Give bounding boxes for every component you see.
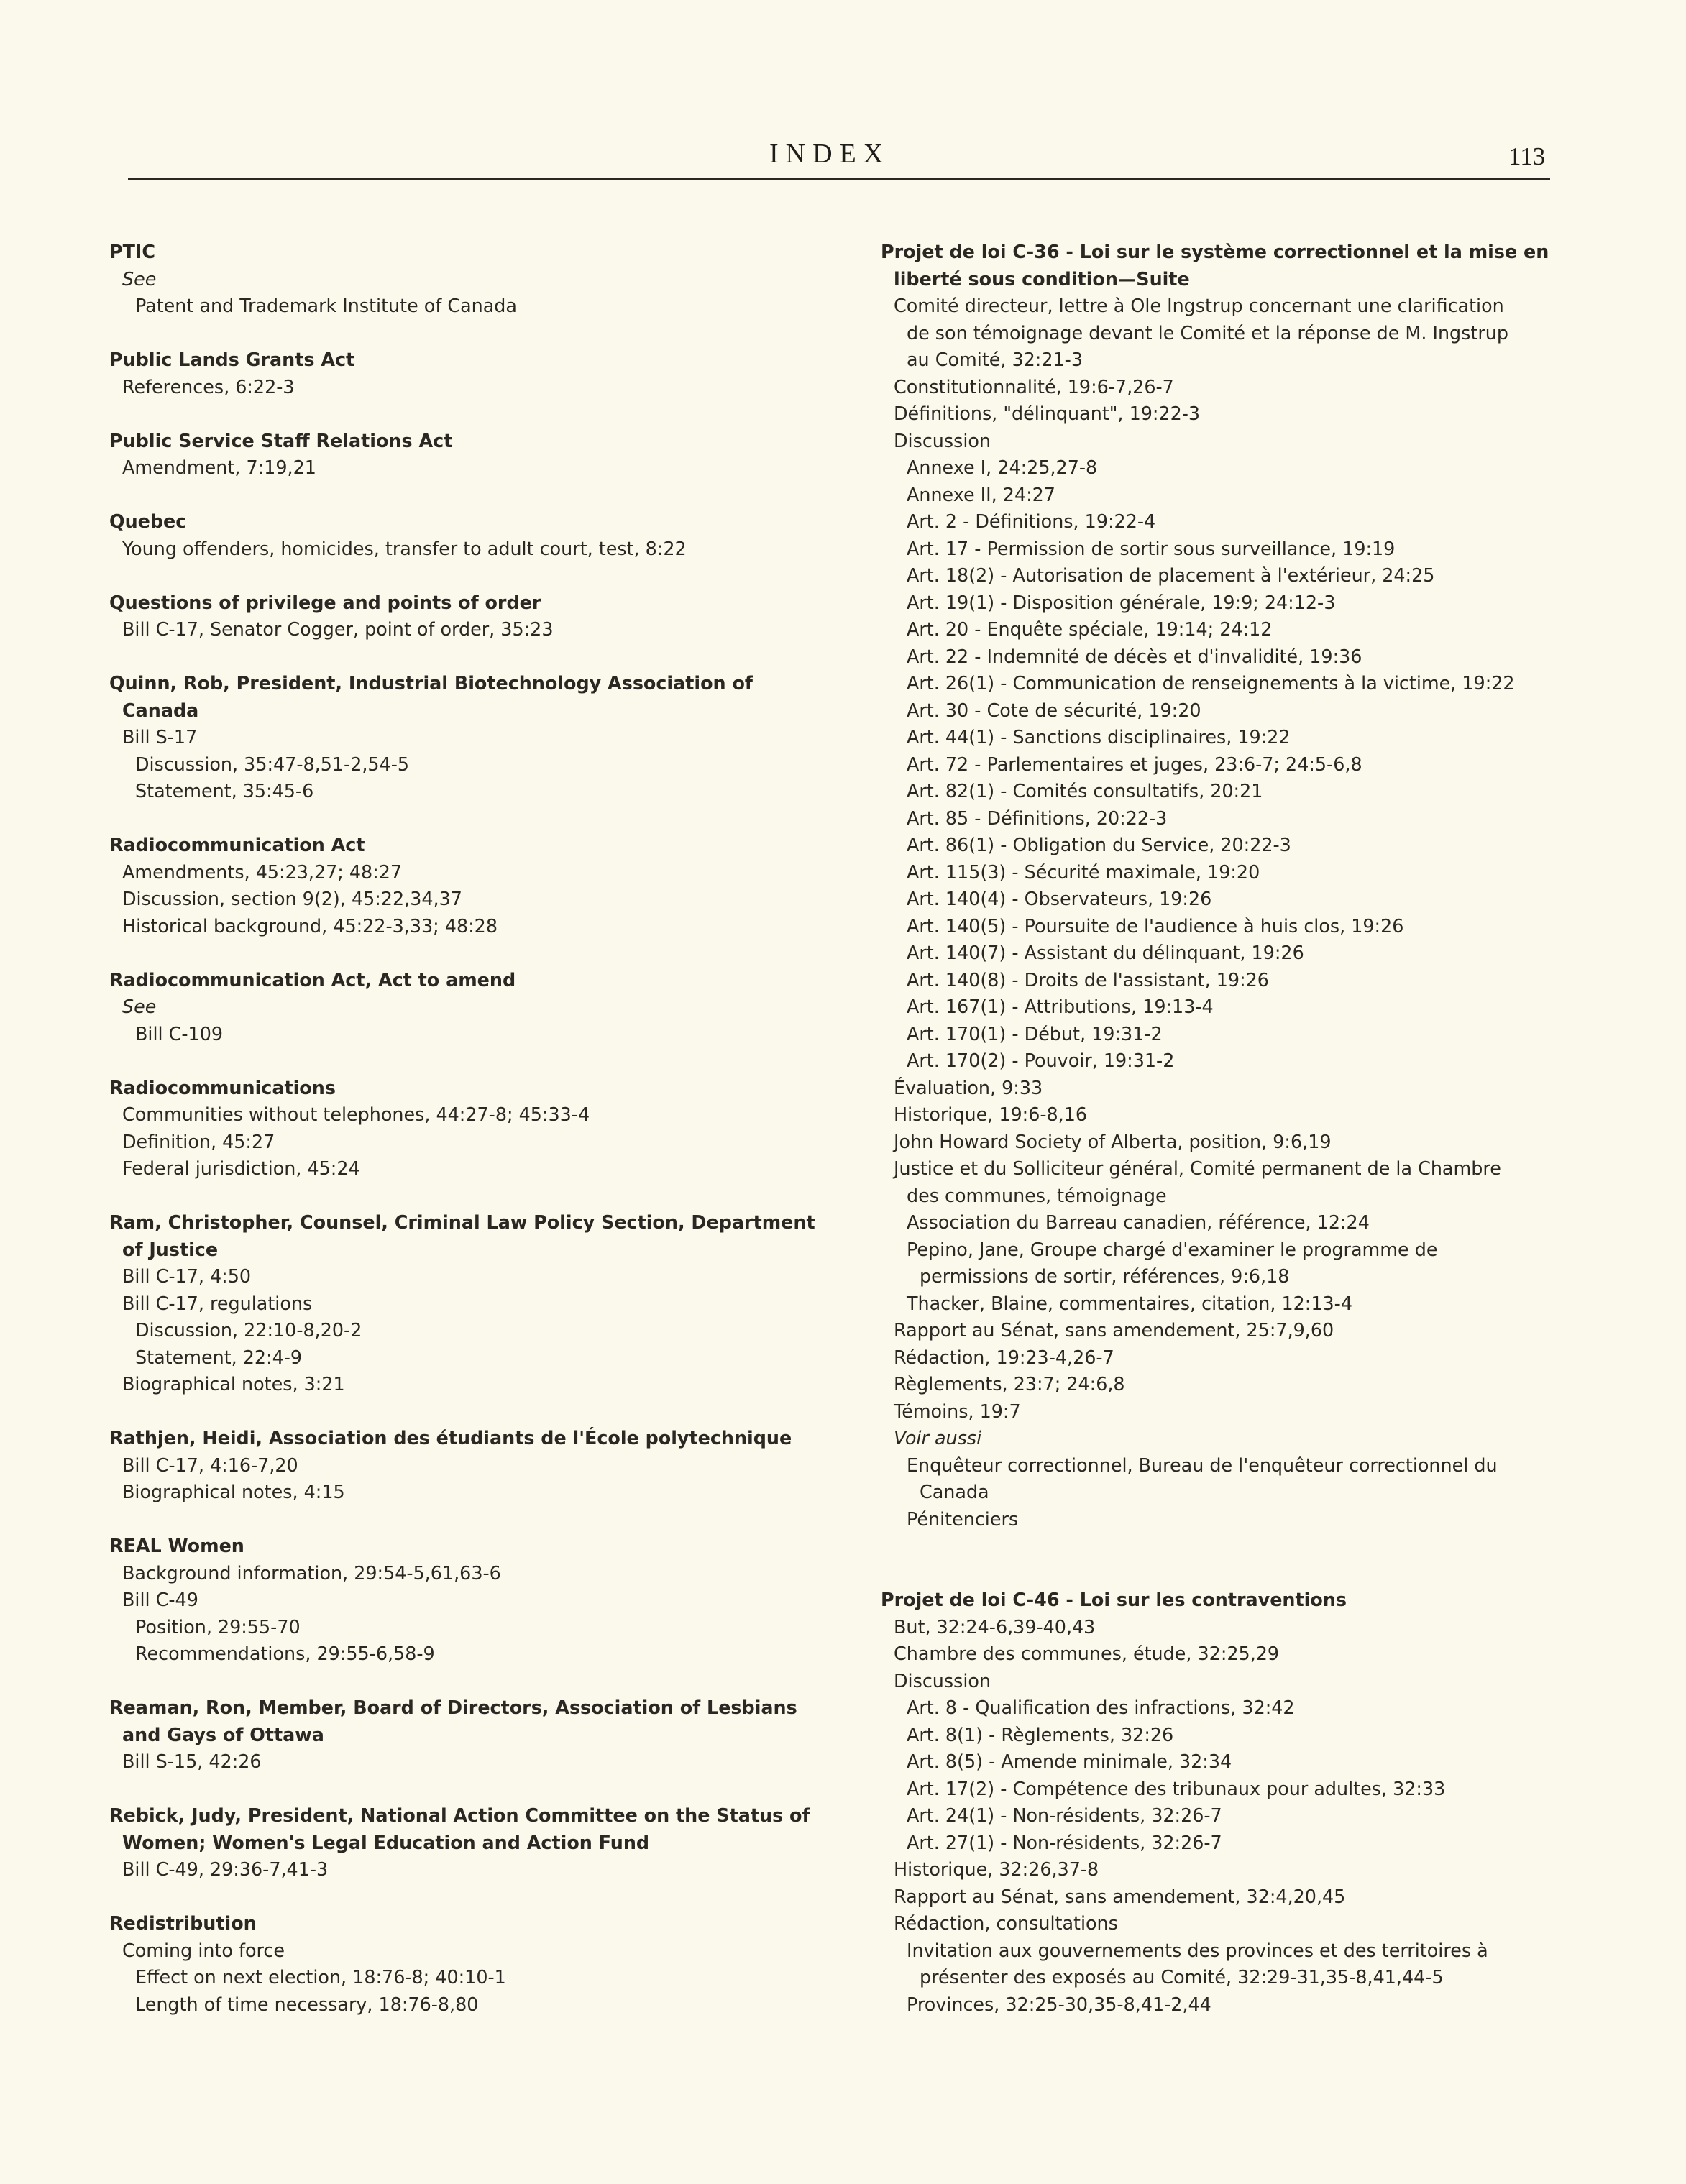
index-subentry: Art. 2 - Définitions, 19:22-4 bbox=[907, 510, 1156, 532]
index-spacer bbox=[881, 1560, 1600, 1587]
index-spacer bbox=[109, 1047, 843, 1075]
index-heading: Rathjen, Heidi, Association des étudiants de l'École polytechnique bbox=[109, 1427, 792, 1449]
index-subentry: Art. 140(7) - Assistant du délinquant, 19:26 bbox=[907, 942, 1304, 963]
index-subentry: Chambre des communes, étude, 32:25,29 bbox=[894, 1643, 1280, 1664]
index-subentry: des communes, témoignage bbox=[907, 1184, 1167, 1206]
index-subentry: Bill S-17 bbox=[122, 726, 198, 748]
index-subentry: Art. 8(1) - Règlements, 32:26 bbox=[907, 1723, 1174, 1745]
index-subentry: Historique, 32:26,37-8 bbox=[894, 1858, 1099, 1880]
index-subentry: Voir aussi bbox=[894, 1427, 982, 1449]
index-subentry: Bill S-15, 42:26 bbox=[122, 1751, 262, 1772]
index-subentry: Discussion, section 9(2), 45:22,34,37 bbox=[122, 888, 462, 909]
index-subentry: Art. 27(1) - Non-résidents, 32:26-7 bbox=[907, 1831, 1222, 1853]
index-subentry: John Howard Society of Alberta, position, 9:6,19 bbox=[894, 1130, 1332, 1152]
index-subentry: Association du Barreau canadien, référence, 12:24 bbox=[907, 1211, 1370, 1233]
index-subentry: Art. 30 - Cote de sécurité, 19:20 bbox=[907, 699, 1201, 721]
index-spacer bbox=[109, 1183, 843, 1210]
index-subentry: Évaluation, 9:33 bbox=[894, 1076, 1043, 1098]
index-subentry: Patent and Trademark Institute of Canada bbox=[135, 295, 517, 316]
index-subentry: Canada bbox=[122, 699, 199, 721]
index-subentry: Définitions, "délinquant", 19:22-3 bbox=[894, 403, 1201, 424]
index-spacer bbox=[109, 940, 843, 967]
index-subentry: References, 6:22-3 bbox=[122, 375, 295, 398]
index-subentry: Art. 140(8) - Droits de l'assistant, 19:26 bbox=[907, 968, 1269, 991]
index-subentry: Art. 19(1) - Disposition générale, 19:9; 24:12-3 bbox=[907, 591, 1336, 613]
index-subentry: Art. 167(1) - Attributions, 19:13-4 bbox=[907, 996, 1214, 1017]
index-subentry: But, 32:24-6,39-40,43 bbox=[894, 1615, 1096, 1638]
index-subentry: Pepino, Jane, Groupe chargé d'examiner le programme de bbox=[907, 1238, 1438, 1260]
index-subentry: Bill C-109 bbox=[135, 1022, 224, 1045]
index-subentry: Statement, 22:4-9 bbox=[135, 1346, 303, 1368]
index-subentry: Bill C-49, 29:36-7,41-3 bbox=[122, 1858, 329, 1880]
index-subentry: Comité directeur, lettre à Ole Ingstrup concernant une clarification bbox=[894, 295, 1504, 316]
index-subentry: liberté sous condition—Suite bbox=[894, 267, 1190, 290]
index-subentry: Discussion bbox=[894, 429, 991, 451]
index-subentry: Invitation aux gouvernements des provinces et des territoires à bbox=[907, 1939, 1488, 1961]
index-subentry: Art. 17(2) - Compétence des tribunaux pour adultes, 32:33 bbox=[907, 1777, 1446, 1799]
header-rule bbox=[128, 178, 1550, 180]
index-subentry: Statement, 35:45-6 bbox=[135, 780, 314, 802]
index-subentry: Discussion bbox=[894, 1669, 991, 1692]
index-subentry: Art. 18(2) - Autorisation de placement à l'extérieur, 24:25 bbox=[907, 564, 1435, 586]
index-subentry: au Comité, 32:21-3 bbox=[907, 349, 1083, 370]
index-heading: Radiocommunication Act bbox=[109, 834, 365, 855]
index-column-right bbox=[881, 239, 1600, 2018]
index-spacer bbox=[109, 400, 843, 428]
index-subentry: Provinces, 32:25-30,35-8,41-2,44 bbox=[907, 1993, 1211, 2015]
index-subentry: Discussion, 35:47-8,51-2,54-5 bbox=[135, 753, 410, 775]
index-subentry: Art. 170(2) - Pouvoir, 19:31-2 bbox=[907, 1050, 1175, 1071]
index-heading: Projet de loi C-46 - Loi sur les contraventions bbox=[881, 1589, 1347, 1610]
index-subentry: Constitutionnalité, 19:6-7,26-7 bbox=[894, 375, 1174, 398]
index-subentry: See bbox=[122, 267, 157, 290]
index-subentry: Women; Women's Legal Education and Action Fund bbox=[122, 1831, 650, 1853]
index-subentry: Rapport au Sénat, sans amendement, 32:4,20,45 bbox=[894, 1885, 1346, 1907]
index-column-left bbox=[109, 239, 843, 2018]
index-heading: Projet de loi C-36 - Loi sur le système correctionnel et la mise en bbox=[881, 241, 1549, 262]
index-heading: Questions of privilege and points of order bbox=[109, 591, 541, 613]
index-subentry: Rédaction, consultations bbox=[894, 1912, 1118, 1934]
index-subentry: Discussion, 22:10-8,20-2 bbox=[135, 1319, 362, 1341]
index-subentry: Art. 8 - Qualification des infractions, 32:42 bbox=[907, 1697, 1295, 1718]
index-subentry: Art. 140(4) - Observateurs, 19:26 bbox=[907, 888, 1212, 909]
index-subentry: Federal jurisdiction, 45:24 bbox=[122, 1157, 360, 1179]
index-subentry: Art. 82(1) - Comités consultatifs, 20:21 bbox=[907, 780, 1263, 802]
index-spacer bbox=[109, 643, 843, 671]
index-spacer bbox=[109, 320, 843, 347]
index-subentry: Young offenders, homicides, transfer to adult court, test, 8:22 bbox=[122, 537, 687, 559]
index-heading: Rebick, Judy, President, National Action Committee on the Status of bbox=[109, 1804, 810, 1826]
index-subentry: Background information, 29:54-5,61,63-6 bbox=[122, 1561, 501, 1584]
index-heading: Radiocommunication Act, Act to amend bbox=[109, 968, 516, 991]
index-spacer bbox=[109, 1398, 843, 1426]
index-heading: Reaman, Ron, Member, Board of Directors, Association of Lesbians bbox=[109, 1697, 797, 1718]
index-subentry: Règlements, 23:7; 24:6,8 bbox=[894, 1373, 1125, 1395]
index-heading: Ram, Christopher, Counsel, Criminal Law Policy Section, Department bbox=[109, 1211, 815, 1233]
index-heading: Public Service Staff Relations Act bbox=[109, 429, 453, 451]
index-spacer bbox=[109, 1776, 843, 1803]
index-subentry: permissions de sortir, références, 9:6,18 bbox=[920, 1265, 1290, 1287]
index-heading: REAL Women bbox=[109, 1535, 244, 1556]
index-subentry: Art. 86(1) - Obligation du Service, 20:22-3 bbox=[907, 834, 1291, 855]
index-subentry: Bill C-17, 4:16-7,20 bbox=[122, 1454, 298, 1476]
index-subentry: Bill C-17, Senator Cogger, point of order, 35:23 bbox=[122, 618, 554, 640]
index-subentry: Thacker, Blaine, commentaires, citation, 12:13-4 bbox=[907, 1292, 1352, 1314]
index-subentry: Art. 140(5) - Poursuite de l'audience à huis clos, 19:26 bbox=[907, 914, 1404, 937]
index-spacer bbox=[881, 1533, 1600, 1560]
index-spacer bbox=[109, 562, 843, 589]
index-subentry: Coming into force bbox=[122, 1939, 285, 1961]
index-subentry: Bill C-17, regulations bbox=[122, 1292, 313, 1314]
index-spacer bbox=[109, 1668, 843, 1695]
index-subentry: Historical background, 45:22-3,33; 48:28 bbox=[122, 914, 498, 937]
index-subentry: Art. 8(5) - Amende minimale, 32:34 bbox=[907, 1751, 1232, 1772]
index-subentry: Length of time necessary, 18:76-8,80 bbox=[135, 1993, 479, 2015]
index-subentry: Art. 44(1) - Sanctions disciplinaires, 19:22 bbox=[907, 726, 1291, 748]
index-subentry: Bill C-49 bbox=[122, 1589, 198, 1610]
index-subentry: Biographical notes, 3:21 bbox=[122, 1373, 345, 1395]
index-subentry: Biographical notes, 4:15 bbox=[122, 1481, 345, 1502]
index-subentry: of Justice bbox=[122, 1238, 219, 1260]
index-subentry: Amendments, 45:23,27; 48:27 bbox=[122, 861, 403, 883]
index-heading: Redistribution bbox=[109, 1912, 257, 1934]
index-heading: PTIC bbox=[109, 241, 156, 262]
index-subentry: Art. 72 - Parlementaires et juges, 23:6-7; 24:5-6,8 bbox=[907, 753, 1362, 775]
index-subentry: and Gays of Ottawa bbox=[122, 1723, 324, 1745]
index-spacer bbox=[109, 1884, 843, 1911]
index-subentry: Historique, 19:6-8,16 bbox=[894, 1104, 1088, 1125]
index-subentry: Art. 24(1) - Non-résidents, 32:26-7 bbox=[907, 1804, 1222, 1826]
index-subentry: Rapport au Sénat, sans amendement, 25:7,9,60 bbox=[894, 1319, 1334, 1341]
index-heading: Radiocommunications bbox=[109, 1076, 336, 1098]
index-heading: Quinn, Rob, President, Industrial Biotechnology Association of bbox=[109, 672, 753, 694]
index-subentry: Position, 29:55-70 bbox=[135, 1615, 301, 1638]
index-subentry: Art. 170(1) - Début, 19:31-2 bbox=[907, 1022, 1163, 1045]
index-subentry: Rédaction, 19:23-4,26-7 bbox=[894, 1346, 1114, 1368]
index-subentry: Canada bbox=[920, 1481, 989, 1502]
page-number: 113 bbox=[1508, 142, 1546, 170]
index-subentry: Art. 85 - Définitions, 20:22-3 bbox=[907, 807, 1168, 829]
index-subentry: Témoins, 19:7 bbox=[894, 1400, 1021, 1422]
index-subentry: Art. 26(1) - Communication de renseignements à la victime, 19:22 bbox=[907, 672, 1515, 694]
index-subentry: Annexe II, 24:27 bbox=[907, 483, 1055, 505]
index-subentry: Communities without telephones, 44:27-8; 45:33-4 bbox=[122, 1104, 590, 1125]
index-subentry: Effect on next election, 18:76-8; 40:10-1 bbox=[135, 1966, 506, 1988]
index-subentry: Pénitenciers bbox=[907, 1508, 1019, 1530]
index-heading: Quebec bbox=[109, 510, 187, 532]
index-subentry: Justice et du Solliciteur général, Comité permanent de la Chambre bbox=[894, 1157, 1501, 1179]
index-subentry: de son témoignage devant le Comité et la réponse de M. Ingstrup bbox=[907, 321, 1508, 344]
page-title: INDEX bbox=[769, 139, 891, 169]
index-subentry: Definition, 45:27 bbox=[122, 1130, 275, 1152]
index-subentry: Enquêteur correctionnel, Bureau de l'enquêteur correctionnel du bbox=[907, 1454, 1498, 1476]
index-subentry: Art. 17 - Permission de sortir sous surveillance, 19:19 bbox=[907, 537, 1396, 559]
index-subentry: Art. 22 - Indemnité de décès et d'invalidité, 19:36 bbox=[907, 645, 1362, 667]
index-subentry: Amendment, 7:19,21 bbox=[122, 456, 316, 478]
index-spacer bbox=[109, 1506, 843, 1533]
index-spacer bbox=[109, 805, 843, 832]
index-subentry: Recommendations, 29:55-6,58-9 bbox=[135, 1643, 435, 1664]
index-heading: Public Lands Grants Act bbox=[109, 349, 355, 370]
index-spacer bbox=[109, 482, 843, 509]
index-subentry: Art. 20 - Enquête spéciale, 19:14; 24:12 bbox=[907, 618, 1273, 640]
index-subentry: Annexe I, 24:25,27-8 bbox=[907, 456, 1098, 478]
index-subentry: Art. 115(3) - Sécurité maximale, 19:20 bbox=[907, 861, 1260, 883]
index-subentry: Bill C-17, 4:50 bbox=[122, 1265, 252, 1287]
index-subentry: présenter des exposés au Comité, 32:29-31,35-8,41,44-5 bbox=[920, 1966, 1444, 1988]
index-subentry: See bbox=[122, 996, 157, 1017]
